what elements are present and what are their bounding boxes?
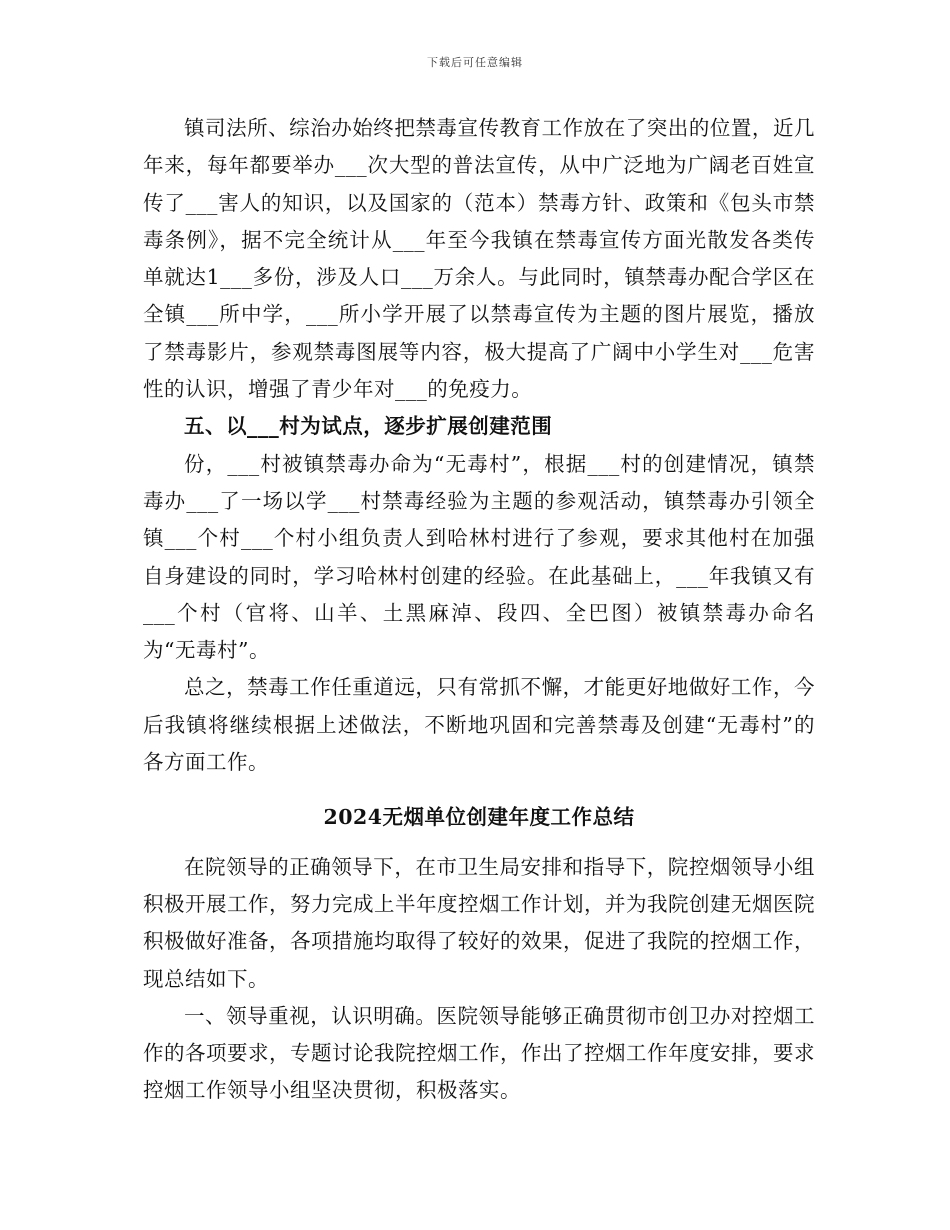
section1-paragraph-2: 份，___村被镇禁毒办命为“无毒村”，根据___村的创建情况，镇禁毒办___了一场以学___村禁毒经验为主题的参观活动，镇禁毒办引领全镇___个村___个村小组负责人到哈林村进行了参观，要求其他村在加强自身建设的同时，学习哈林村创建的经验。在此基础上，___年我镇又有___个村（官将、山羊、土黑麻淖、段四、全巴图）被镇禁毒办命名为“无毒村”。	[143, 451, 815, 663]
section2-title: 2024无烟单位创建年度工作总结	[323, 805, 635, 830]
section2-paragraph-1: 在院领导的正确领导下，在市卫生局安排和指导下，院控烟领导小组积极开展工作，努力完成上半年度控烟工作计划，并为我院创建无烟医院积极做好准备，各项措施均取得了较好的效果，促进了我院的控烟工作，现总结如下。	[143, 854, 815, 991]
section2-paragraph-2: 一、领导重视，认识明确。医院领导能够正确贯彻市创卫办对控烟工作的各项要求，专题讨论我院控烟工作，作出了控烟工作年度安排，要求控烟工作领导小组坚决贯彻，积极落实。	[143, 1003, 815, 1103]
section1-paragraph-1: 镇司法所、综治办始终把禁毒宣传教育工作放在了突出的位置，近几年来，每年都要举办___次大型的普法宣传，从中广泛地为广阔老百姓宣传了___害人的知识，以及国家的（范本）禁毒方针、政策和《包头市禁毒条例》，据不完全统计从___年至今我镇在禁毒宣传方面光散发各类传单就达1___多份，涉及人口___万余人。与此同时，镇禁毒办配合学区在全镇___所中学，___所小学开展了以禁毒宣传为主题的图片展览，播放了禁毒影片，参观禁毒图展等内容，极大提高了广阔中小学生对___危害性的认识，增强了青少年对___的免疫力。	[143, 116, 815, 402]
section1-paragraph-3: 总之，禁毒工作任重道远，只有常抓不懈，才能更好地做好工作，今后我镇将继续根据上述做法，不断地巩固和完善禁毒及创建“无毒村”的各方面工作。	[143, 675, 815, 775]
page-header-note: 下载后可任意编辑	[427, 56, 523, 69]
document-body	[143, 110, 815, 1110]
section1-heading-5: 五、以___村为试点，逐步扩展创建范围	[184, 414, 553, 439]
